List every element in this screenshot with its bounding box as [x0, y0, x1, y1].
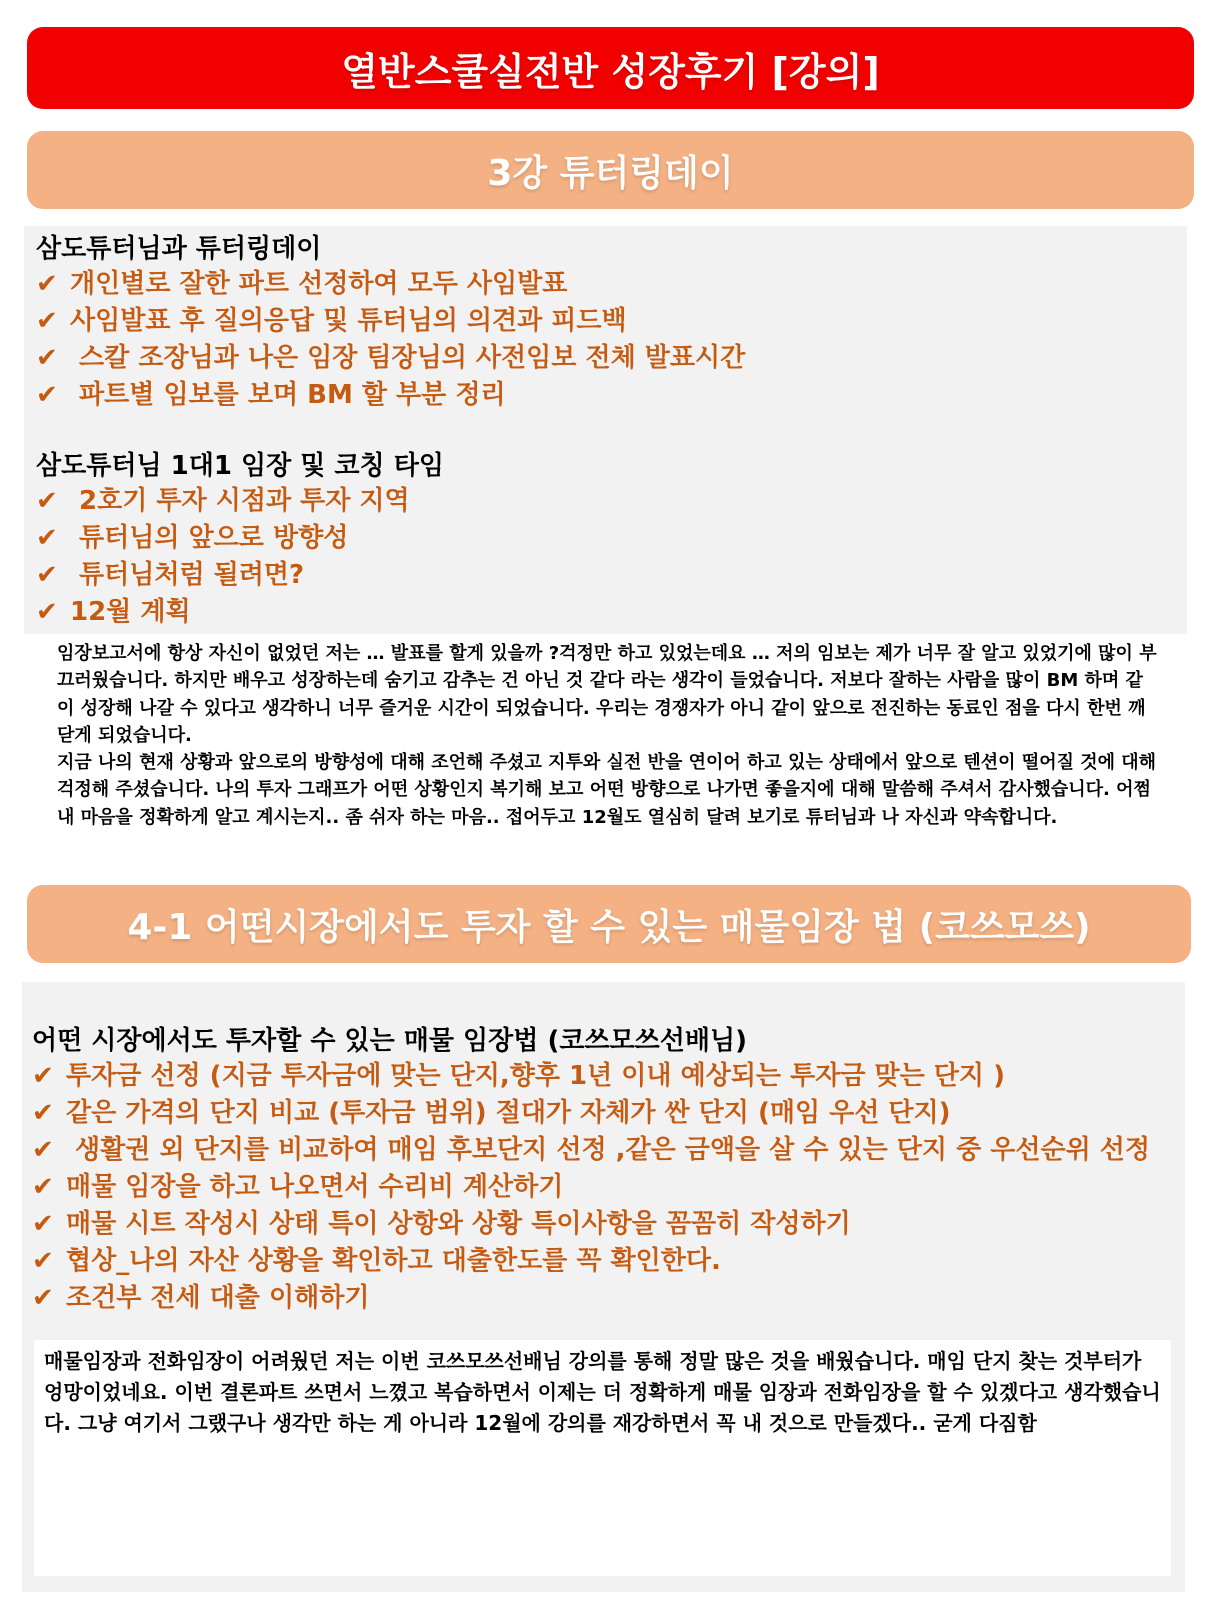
- section2-review-note: [34, 1340, 1171, 1576]
- coaching-block: [36, 449, 444, 631]
- tutoring-day-heading: 삼도튜터님과 튜터링데이: [36, 234, 322, 264]
- property-tour-list: [32, 1058, 1150, 1317]
- list-item: ✔ 투자금 선정 (지금 투자금에 맞는 단지,향후 1년 이내 예상되는 투자금 맞는 단지 ): [32, 1058, 1150, 1095]
- list-item: ✔ 협상_나의 자산 상황을 확인하고 대출한도를 꼭 확인한다.: [32, 1243, 1150, 1280]
- list-item: ✔ 같은 가격의 단지 비교 (투자금 범위) 절대가 자체가 싼 단지 (매임 우선 단지): [32, 1095, 1150, 1132]
- check-icon: ✔: [36, 597, 58, 627]
- check-icon: ✔: [32, 1209, 54, 1239]
- section2-title: 4-1 어떤시장에서도 투자 할 수 있는 매물임장 법 (코쓰모쓰): [127, 906, 1091, 948]
- check-icon: ✔: [36, 486, 58, 516]
- check-icon: ✔: [36, 269, 58, 299]
- check-icon: ✔: [36, 380, 58, 410]
- list-item: ✔ 튜터님처럼 될려면?: [36, 557, 444, 594]
- property-tour-heading: 어떤 시장에서도 투자할 수 있는 매물 임장법 (코쓰모쓰선배님): [32, 1026, 748, 1056]
- check-icon: ✔: [36, 560, 58, 590]
- review-paragraph: 매물임장과 전화임장이 어려웠던 저는 이번 코쓰모쓰선배님 강의를 통해 정말 많은 것을 배웠습니다. 매임 단지 찾는 것부터가 엉망이었네요. 이번 결론파트 쓰면서 느꼈고 복습하면서 이제는 더 정확하게 매물 임장과 전화임장을 할 수 있겠다고 생각했습니다. 그냥 여기서 그랬구나 생각만 하는 게 아니라 12월에 강의를 재강하면서 꼭 내 것으로 만들겠다.. 굳게 다짐함: [44, 1349, 1161, 1435]
- main-title: 열반스쿨실전반 성장후기 [강의]: [341, 49, 880, 94]
- list-item: ✔ 12월 계획: [36, 594, 444, 631]
- list-item: ✔ 조건부 전세 대출 이해하기: [32, 1280, 1150, 1317]
- check-icon: ✔: [32, 1135, 54, 1165]
- review-paragraph: 지금 나의 현재 상황과 앞으로의 방향성에 대해 조언해 주셨고 지투와 실전 반을 연이어 하고 있는 상태에서 앞으로 텐션이 떨어질 것에 대해 걱정해 주셨습니다. 나의 투자 그래프가 어떤 상황인지 복기해 보고 어떤 방향으로 나가면 좋을지에 대해 말씀해 주셔서 감사했습니다. 어쩜 내 마음을 정확하게 알고 계시는지.. 좀 쉬자 하는 마음.. 접어두고 12월도 열심히 달려 보기로 튜터님과 나 자신과 약속합니다.: [57, 752, 1157, 828]
- check-icon: ✔: [36, 523, 58, 553]
- list-item: ✔ 스칼 조장님과 나은 임장 팀장님의 사전임보 전체 발표시간: [36, 340, 745, 377]
- check-icon: ✔: [32, 1246, 54, 1276]
- check-icon: ✔: [36, 306, 58, 336]
- check-icon: ✔: [32, 1061, 54, 1091]
- review-paragraph: 임장보고서에 항상 자신이 없었던 저는 … 발표를 할게 있을까 ?걱정만 하고 있었는데요 … 저의 임보는 제가 너무 잘 알고 있었기에 많이 부끄러웠습니다. 하지만 배우고 성장하는데 숨기고 감추는 건 아닌 것 같다 라는 생각이 들었습니다. 저보다 잘하는 사람을 많이 BM 하며 같이 성장해 나갈 수 있다고 생각하니 너무 즐거운 시간이 되었습니다. 우리는 경쟁자가 아니 같이 앞으로 전진하는 동료인 점을 다시 한번 깨닫게 되었습니다.: [57, 643, 1157, 746]
- coaching-heading: 삼도튜터님 1대1 임장 및 코칭 타임: [36, 451, 444, 481]
- section1-panel: [24, 226, 1187, 634]
- list-item: ✔ 2호기 투자 시점과 투자 지역: [36, 483, 444, 520]
- tutoring-day-list: [36, 266, 745, 414]
- list-item: ✔ 매물 시트 작성시 상태 특이 상항와 상황 특이사항을 꼼꼼히 작성하기: [32, 1206, 1150, 1243]
- list-item: ✔ 파트별 임보를 보며 BM 할 부분 정리: [36, 377, 745, 414]
- property-tour-block: [32, 1024, 1150, 1317]
- section1-title: 3강 튜터링데이: [487, 152, 734, 194]
- list-item: ✔ 튜터님의 앞으로 방향성: [36, 520, 444, 557]
- section1-banner: [27, 131, 1194, 209]
- check-icon: ✔: [32, 1172, 54, 1202]
- check-icon: ✔: [32, 1283, 54, 1313]
- list-item: ✔ 개인별로 잘한 파트 선정하여 모두 사임발표: [36, 266, 745, 303]
- coaching-list: [36, 483, 444, 631]
- tutoring-day-block: [36, 232, 745, 414]
- list-item: ✔ 사임발표 후 질의응답 및 튜터님의 의견과 피드백: [36, 303, 745, 340]
- section2-banner: [27, 885, 1191, 963]
- list-item: ✔ 매물 임장을 하고 나오면서 수리비 계산하기: [32, 1169, 1150, 1206]
- section1-review-note: [47, 636, 1167, 856]
- main-title-banner: [27, 27, 1194, 109]
- list-item: ✔ 생활권 외 단지를 비교하여 매임 후보단지 선정 ,같은 금액을 살 수 있는 단지 중 우선순위 선정: [32, 1132, 1150, 1169]
- check-icon: ✔: [32, 1098, 54, 1128]
- check-icon: ✔: [36, 343, 58, 373]
